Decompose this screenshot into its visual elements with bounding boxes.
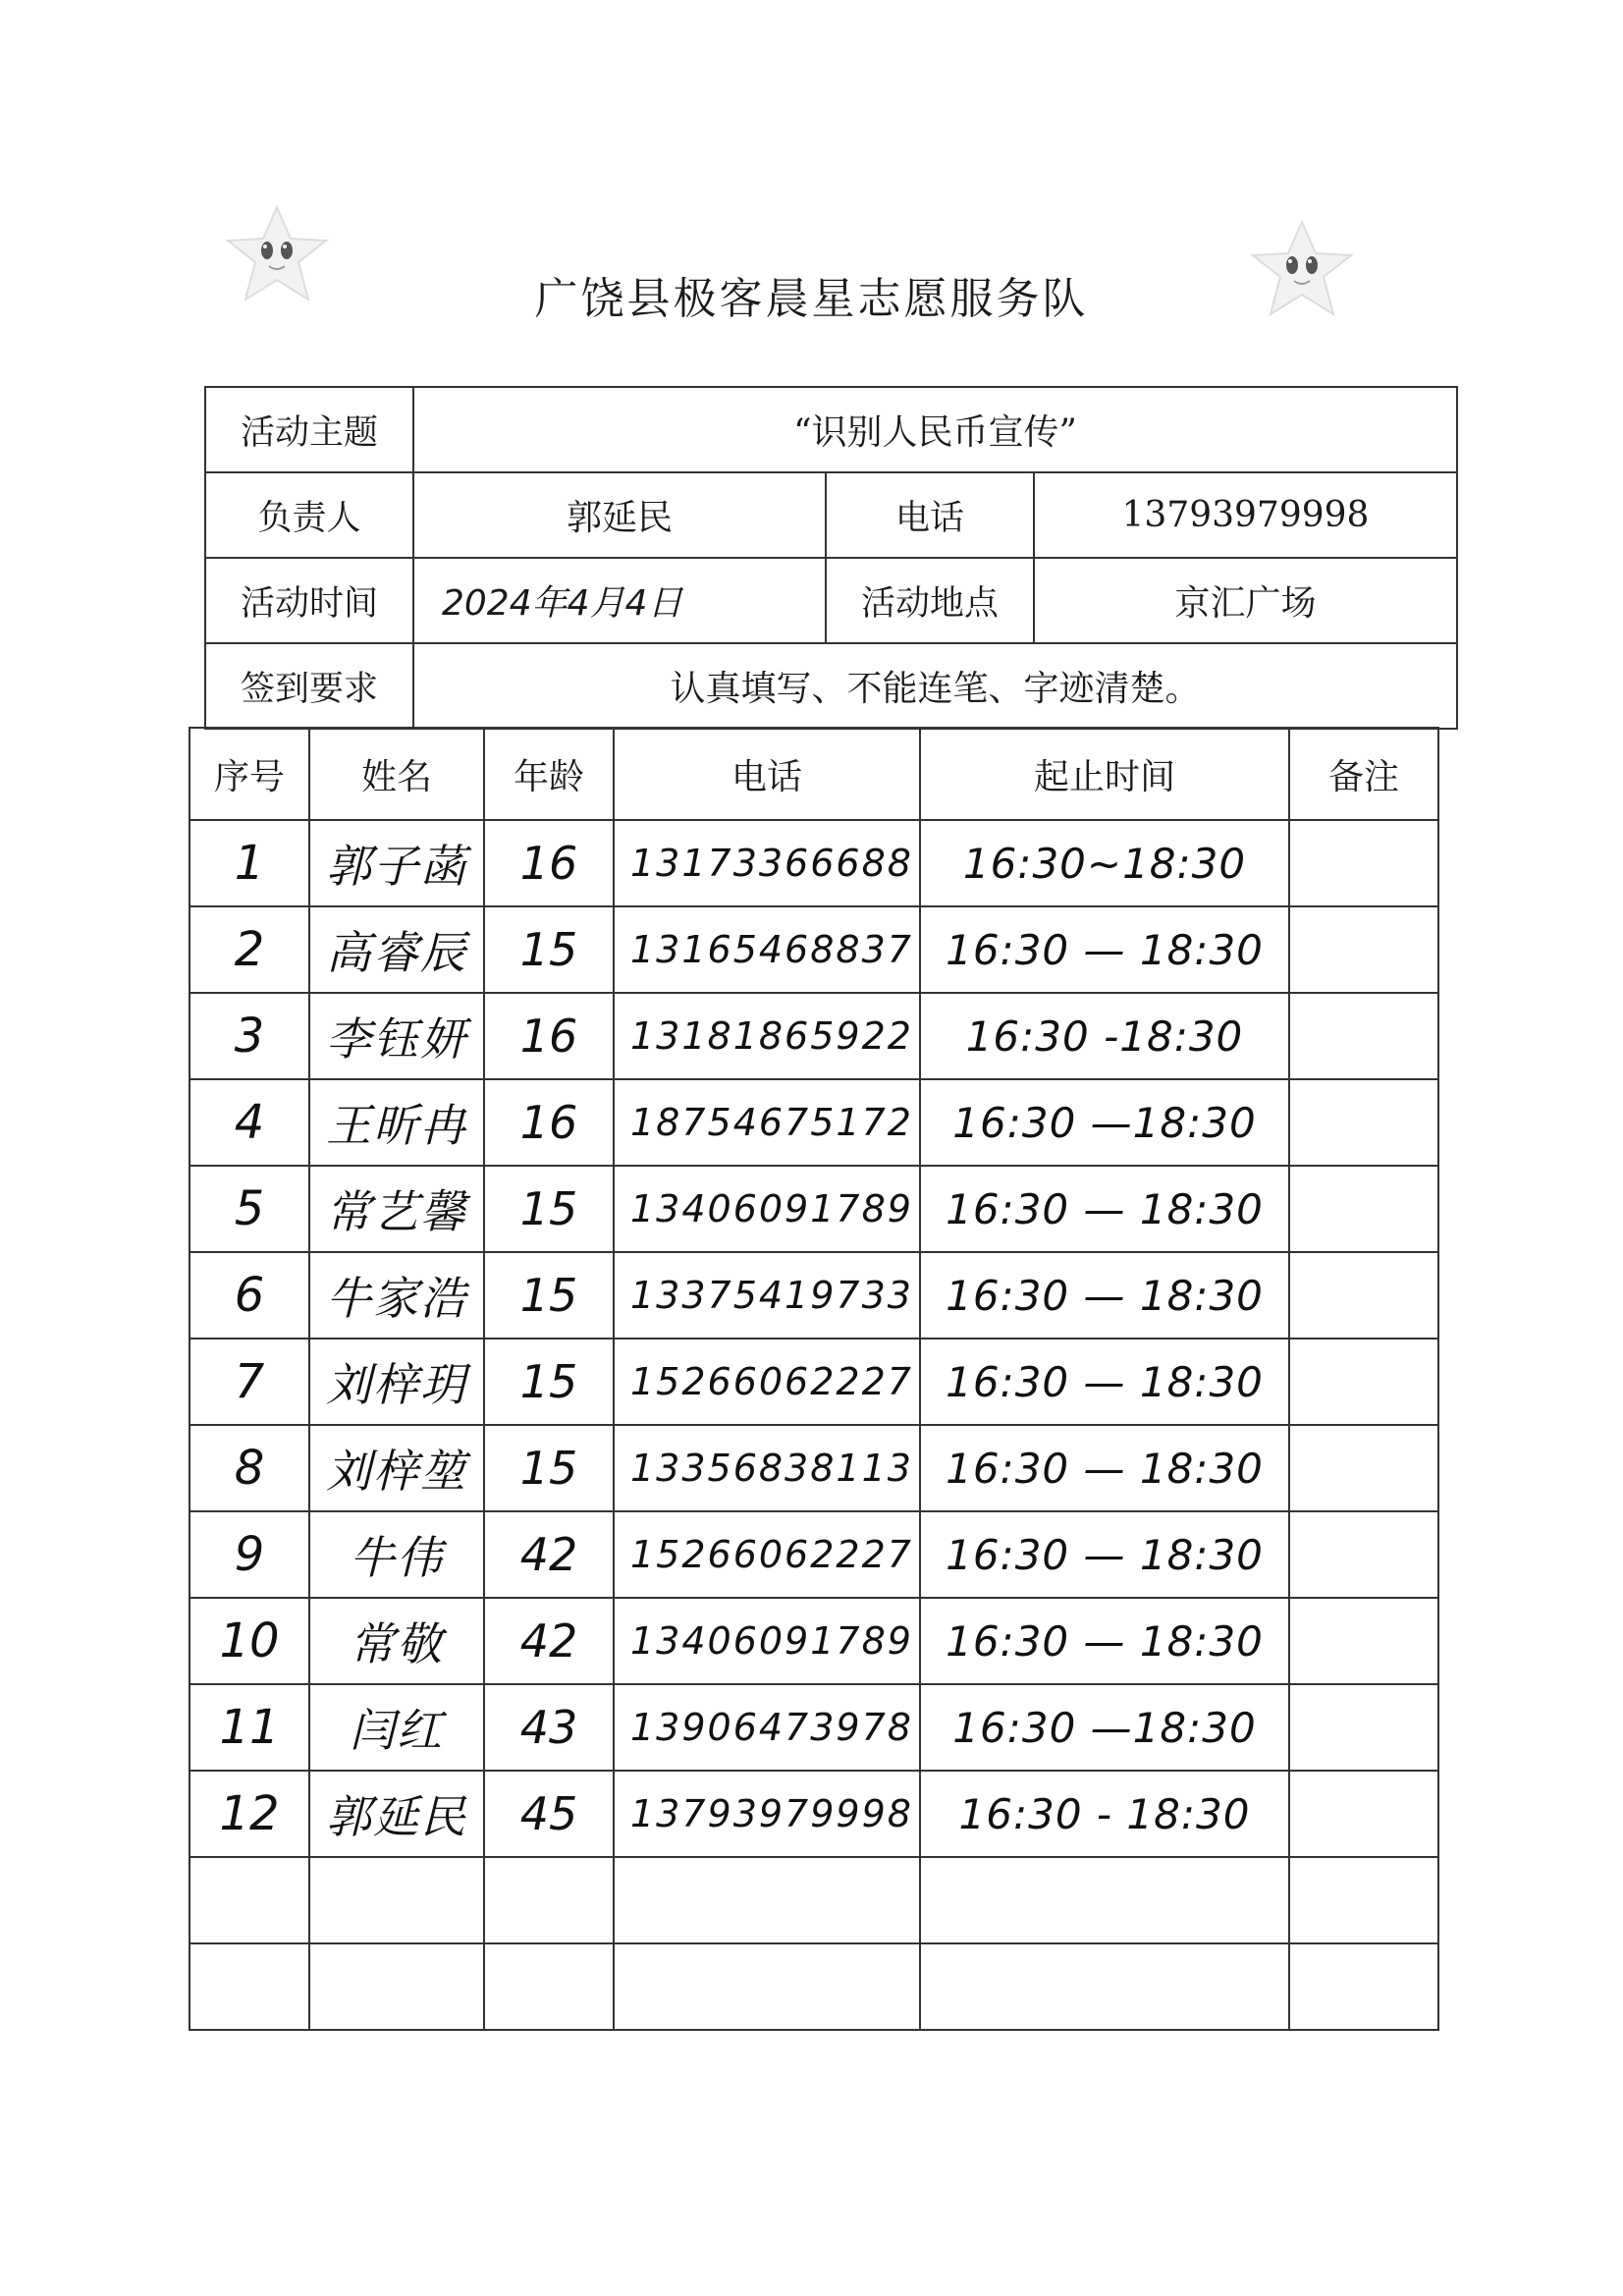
volunteer-note bbox=[1289, 1339, 1438, 1425]
volunteer-name: 常艺馨 bbox=[309, 1166, 484, 1252]
theme-value: “识别人民币宣传” bbox=[413, 387, 1457, 472]
volunteer-name: 牛伟 bbox=[309, 1511, 484, 1598]
roster-table bbox=[189, 727, 1439, 2031]
volunteer-phone: 13406091789 bbox=[614, 1598, 920, 1684]
column-header: 备注 bbox=[1289, 728, 1438, 820]
table-row bbox=[189, 1166, 1438, 1252]
row-index: 11 bbox=[189, 1684, 309, 1771]
leader-label: 负责人 bbox=[205, 472, 413, 558]
volunteer-note bbox=[1289, 1857, 1438, 1943]
row-index: 3 bbox=[189, 993, 309, 1079]
volunteer-phone: 13356838113 bbox=[614, 1425, 920, 1511]
row-index: 12 bbox=[189, 1771, 309, 1857]
table-row bbox=[189, 1943, 1438, 2030]
volunteer-phone: 13406091789 bbox=[614, 1166, 920, 1252]
volunteer-name: 高睿辰 bbox=[309, 906, 484, 993]
row-index: 7 bbox=[189, 1339, 309, 1425]
column-header: 姓名 bbox=[309, 728, 484, 820]
row-index: 6 bbox=[189, 1252, 309, 1339]
volunteer-time-range: 16:30 —18:30 bbox=[920, 1684, 1289, 1771]
signin-row bbox=[205, 643, 1457, 729]
row-index: 5 bbox=[189, 1166, 309, 1252]
column-header: 起止时间 bbox=[920, 728, 1289, 820]
volunteer-note bbox=[1289, 1684, 1438, 1771]
volunteer-note bbox=[1289, 1079, 1438, 1166]
volunteer-name: 李钰妍 bbox=[309, 993, 484, 1079]
table-row bbox=[189, 1511, 1438, 1598]
volunteer-time-range bbox=[920, 1857, 1289, 1943]
time-value: 2024年4月4日 bbox=[413, 558, 826, 643]
volunteer-phone: 13173366688 bbox=[614, 820, 920, 906]
volunteer-note bbox=[1289, 1511, 1438, 1598]
volunteer-name: 王昕冉 bbox=[309, 1079, 484, 1166]
volunteer-age: 15 bbox=[484, 1339, 614, 1425]
volunteer-time-range: 16:30 — 18:30 bbox=[920, 1598, 1289, 1684]
signin-value: 认真填写、不能连笔、字迹清楚。 bbox=[413, 643, 1457, 729]
place-label: 活动地点 bbox=[826, 558, 1034, 643]
volunteer-name: 郭子菡 bbox=[309, 820, 484, 906]
volunteer-phone: 15266062227 bbox=[614, 1511, 920, 1598]
volunteer-time-range bbox=[920, 1943, 1289, 2030]
volunteer-note bbox=[1289, 906, 1438, 993]
volunteer-phone: 13793979998 bbox=[614, 1771, 920, 1857]
volunteer-note bbox=[1289, 1943, 1438, 2030]
table-row bbox=[189, 1598, 1438, 1684]
volunteer-phone: 13165468837 bbox=[614, 906, 920, 993]
phone-label: 电话 bbox=[826, 472, 1034, 558]
volunteer-age: 42 bbox=[484, 1511, 614, 1598]
theme-label: 活动主题 bbox=[205, 387, 413, 472]
table-row bbox=[189, 1857, 1438, 1943]
roster-header-row bbox=[189, 728, 1438, 820]
volunteer-age: 16 bbox=[484, 820, 614, 906]
volunteer-age bbox=[484, 1943, 614, 2030]
table-row bbox=[189, 1684, 1438, 1771]
volunteer-age: 15 bbox=[484, 1166, 614, 1252]
signin-label: 签到要求 bbox=[205, 643, 413, 729]
volunteer-phone: 18754675172 bbox=[614, 1079, 920, 1166]
volunteer-age: 43 bbox=[484, 1684, 614, 1771]
activity-info-table bbox=[204, 386, 1458, 730]
volunteer-time-range: 16:30~18:30 bbox=[920, 820, 1289, 906]
table-row bbox=[189, 1425, 1438, 1511]
row-index: 8 bbox=[189, 1425, 309, 1511]
volunteer-age: 45 bbox=[484, 1771, 614, 1857]
table-row bbox=[189, 820, 1438, 906]
volunteer-age: 15 bbox=[484, 1425, 614, 1511]
volunteer-phone: 13906473978 bbox=[614, 1684, 920, 1771]
leader-row bbox=[205, 472, 1457, 558]
table-row bbox=[189, 1079, 1438, 1166]
column-header: 电话 bbox=[614, 728, 920, 820]
volunteer-name: 刘梓堃 bbox=[309, 1425, 484, 1511]
volunteer-note bbox=[1289, 820, 1438, 906]
table-row bbox=[189, 993, 1438, 1079]
volunteer-name bbox=[309, 1943, 484, 2030]
column-header: 年龄 bbox=[484, 728, 614, 820]
volunteer-note bbox=[1289, 1252, 1438, 1339]
phone-value: 13793979998 bbox=[1034, 472, 1457, 558]
volunteer-name: 闫红 bbox=[309, 1684, 484, 1771]
volunteer-age: 16 bbox=[484, 1079, 614, 1166]
time-place-row bbox=[205, 558, 1457, 643]
row-index: 1 bbox=[189, 820, 309, 906]
row-index: 4 bbox=[189, 1079, 309, 1166]
row-index bbox=[189, 1857, 309, 1943]
volunteer-time-range: 16:30 — 18:30 bbox=[920, 906, 1289, 993]
table-row bbox=[189, 1339, 1438, 1425]
row-index: 2 bbox=[189, 906, 309, 993]
volunteer-age: 15 bbox=[484, 1252, 614, 1339]
leader-value: 郭延民 bbox=[413, 472, 826, 558]
place-value: 京汇广场 bbox=[1034, 558, 1457, 643]
volunteer-note bbox=[1289, 1598, 1438, 1684]
volunteer-phone: 13375419733 bbox=[614, 1252, 920, 1339]
time-label: 活动时间 bbox=[205, 558, 413, 643]
volunteer-time-range: 16:30 — 18:30 bbox=[920, 1425, 1289, 1511]
volunteer-phone: 15266062227 bbox=[614, 1339, 920, 1425]
volunteer-name: 刘梓玥 bbox=[309, 1339, 484, 1425]
volunteer-note bbox=[1289, 993, 1438, 1079]
table-row bbox=[189, 1252, 1438, 1339]
volunteer-time-range: 16:30 — 18:30 bbox=[920, 1252, 1289, 1339]
volunteer-time-range: 16:30 — 18:30 bbox=[920, 1339, 1289, 1425]
table-row bbox=[189, 1771, 1438, 1857]
volunteer-name: 郭延民 bbox=[309, 1771, 484, 1857]
volunteer-time-range: 16:30 — 18:30 bbox=[920, 1166, 1289, 1252]
volunteer-name: 牛家浩 bbox=[309, 1252, 484, 1339]
volunteer-note bbox=[1289, 1425, 1438, 1511]
volunteer-time-range: 16:30 — 18:30 bbox=[920, 1511, 1289, 1598]
volunteer-age: 42 bbox=[484, 1598, 614, 1684]
volunteer-name: 常敬 bbox=[309, 1598, 484, 1684]
volunteer-phone: 13181865922 bbox=[614, 993, 920, 1079]
page-title: 广饶县极客晨星志愿服务队 bbox=[534, 274, 1089, 324]
volunteer-age bbox=[484, 1857, 614, 1943]
volunteer-time-range: 16:30 - 18:30 bbox=[920, 1771, 1289, 1857]
row-index: 10 bbox=[189, 1598, 309, 1684]
table-row bbox=[189, 906, 1438, 993]
volunteer-age: 15 bbox=[484, 906, 614, 993]
volunteer-time-range: 16:30 -18:30 bbox=[920, 993, 1289, 1079]
column-header: 序号 bbox=[189, 728, 309, 820]
row-index: 9 bbox=[189, 1511, 309, 1598]
volunteer-note bbox=[1289, 1166, 1438, 1252]
volunteer-age: 16 bbox=[484, 993, 614, 1079]
volunteer-note bbox=[1289, 1771, 1438, 1857]
volunteer-phone bbox=[614, 1857, 920, 1943]
row-index bbox=[189, 1943, 309, 2030]
volunteer-time-range: 16:30 —18:30 bbox=[920, 1079, 1289, 1166]
volunteer-phone bbox=[614, 1943, 920, 2030]
theme-row bbox=[205, 387, 1457, 472]
volunteer-name bbox=[309, 1857, 484, 1943]
